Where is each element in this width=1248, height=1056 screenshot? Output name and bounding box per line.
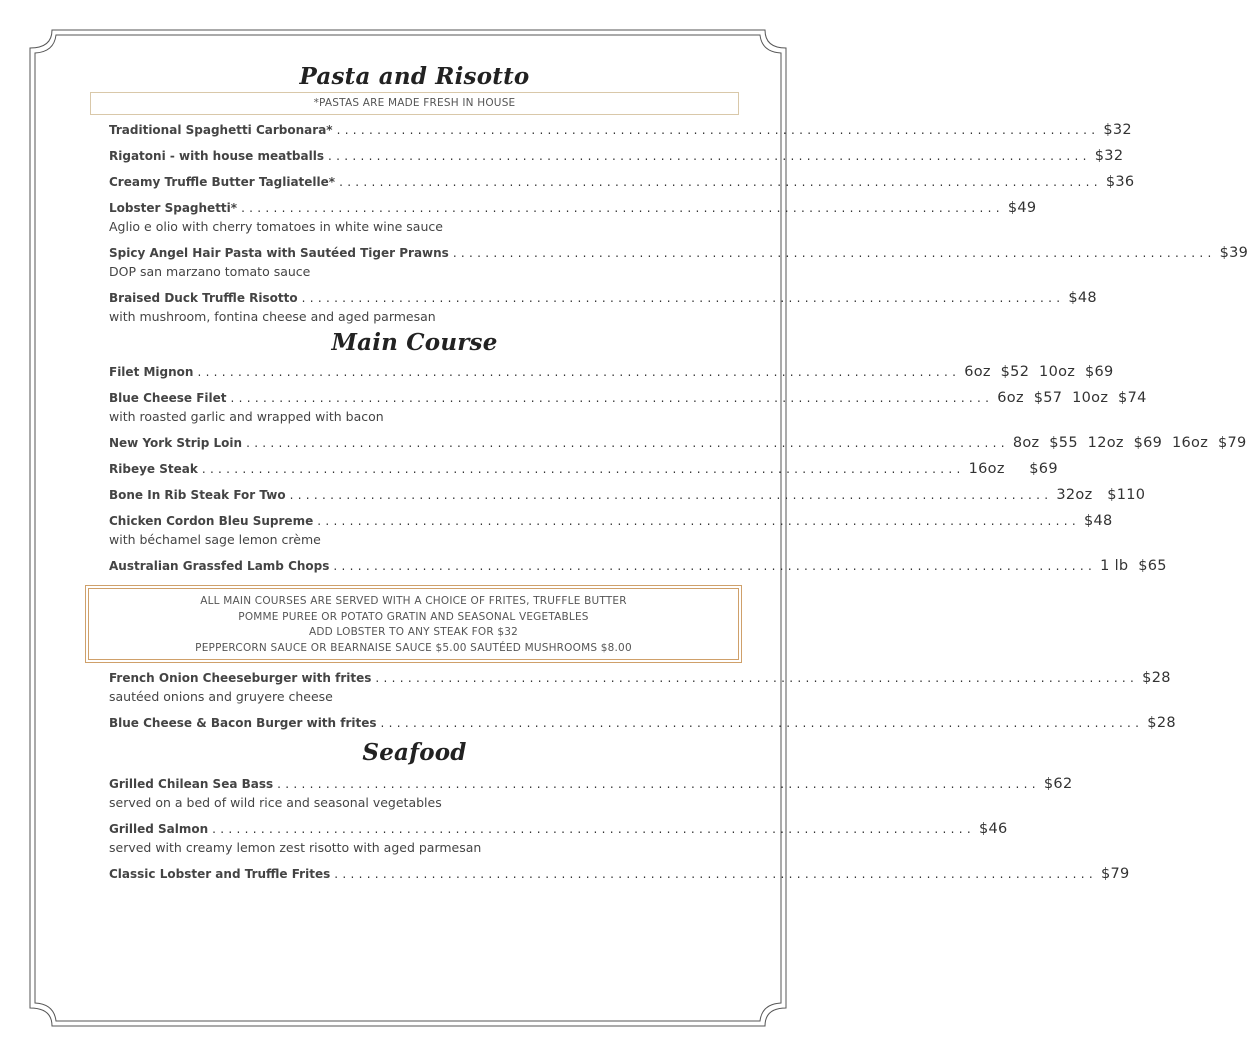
menu-item — [109, 122, 1132, 148]
seafood-list — [109, 776, 1130, 890]
menu-item — [109, 715, 1176, 738]
item-price: $48 — [1083, 513, 1113, 529]
menu-item — [109, 461, 1058, 487]
item-description: served with creamy lemon zest risotto with aged parmesan — [109, 840, 482, 855]
item-price: $28 — [1147, 715, 1176, 731]
item-price: $36 — [1105, 174, 1135, 190]
menu-item — [109, 558, 1167, 578]
menu-item — [109, 390, 1147, 435]
item-price: $46 — [978, 821, 1008, 837]
leader-dots: .............................................................................................. — [317, 514, 1080, 528]
leader-dots: .............................................................................................. — [328, 149, 1091, 163]
menu-item — [109, 290, 1097, 328]
item-name: Creamy Truffle Butter Tagliatelle* — [109, 175, 336, 189]
leader-dots: .............................................................................................. — [380, 716, 1144, 730]
burger-list — [109, 670, 1176, 738]
leader-dots: .............................................................................................. — [301, 291, 1065, 305]
item-name: Blue Cheese & Bacon Burger with frites — [109, 716, 377, 730]
item-price: 6oz $52 10oz $69 — [964, 364, 1114, 380]
leader-dots: .............................................................................................. — [452, 246, 1216, 260]
item-price: 8oz $55 12oz $69 16oz $79 — [1012, 435, 1247, 451]
item-name: Classic Lobster and Truffle Frites — [109, 867, 331, 881]
item-price: $79 — [1101, 866, 1130, 882]
item-description: sautéed onions and gruyere cheese — [109, 689, 333, 704]
leader-dots: .............................................................................................. — [246, 436, 1009, 450]
item-price: 1 lb $65 — [1100, 558, 1167, 574]
item-description: with béchamel sage lemon crème — [109, 532, 321, 547]
sides-note-line: ALL MAIN COURSES ARE SERVED WITH A CHOICE OF FRITES, TRUFFLE BUTTER — [200, 595, 627, 607]
item-name: Lobster Spaghetti* — [109, 201, 238, 215]
menu-item — [109, 364, 1114, 390]
item-price: 6oz $57 10oz $74 — [997, 390, 1147, 406]
menu-item — [109, 435, 1247, 461]
leader-dots: .............................................................................................. — [241, 201, 1004, 215]
menu-item — [109, 245, 1248, 290]
leader-dots: .............................................................................................. — [333, 559, 1097, 573]
leader-dots: .............................................................................................. — [289, 488, 1053, 502]
menu-item — [109, 776, 1073, 821]
sides-note-box — [88, 588, 739, 660]
item-price: $48 — [1068, 290, 1097, 306]
item-description: with mushroom, fontina cheese and aged parmesan — [109, 309, 436, 324]
item-name: Rigatoni - with house meatballs — [109, 149, 324, 163]
item-name: Australian Grassfed Lamb Chops — [109, 559, 330, 573]
menu-item — [109, 670, 1171, 715]
item-description: with roasted garlic and wrapped with bacon — [109, 409, 384, 424]
menu-item — [109, 487, 1146, 513]
item-price: 32oz $110 — [1056, 487, 1146, 503]
item-name: Grilled Salmon — [109, 822, 209, 836]
seafood-title: Seafood — [362, 739, 467, 766]
leader-dots: .............................................................................................. — [201, 462, 965, 476]
main-course-title: Main Course — [331, 329, 498, 356]
item-name: Traditional Spaghetti Carbonara* — [109, 123, 333, 137]
pasta-note: *PASTAS ARE MADE FRESH IN HOUSE — [90, 92, 739, 115]
leader-dots: .............................................................................................. — [277, 777, 1040, 791]
item-price: 16oz $69 — [968, 461, 1058, 477]
pasta-list — [109, 122, 1248, 328]
item-price: $39 — [1219, 245, 1248, 261]
item-description: Aglio e olio with cherry tomatoes in white wine sauce — [109, 219, 443, 234]
item-name: Ribeye Steak — [109, 462, 198, 476]
leader-dots: .............................................................................................. — [375, 671, 1139, 685]
menu-item — [109, 148, 1124, 174]
menu-content — [109, 62, 1248, 890]
item-name: Spicy Angel Hair Pasta with Sautéed Tiger Prawns — [109, 246, 449, 260]
item-price: $62 — [1043, 776, 1073, 792]
sides-note-line: ADD LOBSTER TO ANY STEAK FOR $32 — [308, 626, 519, 638]
item-name: French Onion Cheeseburger with frites — [109, 671, 372, 685]
item-name: Braised Duck Truffle Risotto — [109, 291, 298, 305]
item-name: Bone In Rib Steak For Two — [109, 488, 286, 502]
menu-item — [109, 200, 1037, 245]
item-description: served on a bed of wild rice and seasonal vegetables — [109, 795, 442, 810]
item-name: Filet Mignon — [109, 365, 194, 379]
pasta-title: Pasta and Risotto — [299, 63, 530, 90]
item-name: Blue Cheese Filet — [109, 391, 227, 405]
sides-note-line: POMME PUREE OR POTATO GRATIN AND SEASONAL VEGETABLES — [238, 610, 589, 623]
item-name: New York Strip Loin — [109, 436, 243, 450]
menu-item — [109, 513, 1113, 558]
leader-dots: .............................................................................................. — [339, 175, 1102, 189]
main-course-list — [109, 364, 1247, 578]
item-name: Grilled Chilean Sea Bass — [109, 777, 274, 791]
leader-dots: .............................................................................................. — [212, 822, 975, 836]
menu-item — [109, 821, 1008, 866]
item-price: $32 — [1094, 148, 1124, 164]
item-name: Chicken Cordon Bleu Supreme — [109, 514, 314, 528]
leader-dots: .............................................................................................. — [197, 365, 961, 379]
item-price: $28 — [1142, 670, 1171, 686]
menu-item — [109, 866, 1130, 890]
leader-dots: .............................................................................................. — [334, 867, 1097, 881]
leader-dots: .............................................................................................. — [230, 391, 994, 405]
item-description: DOP san marzano tomato sauce — [109, 264, 311, 279]
sides-note-line: PEPPERCORN SAUCE OR BEARNAISE SAUCE $5.00 SAUTÉED MUSHROOMS $8.00 — [195, 641, 632, 654]
menu-item — [109, 174, 1135, 200]
item-price: $32 — [1103, 122, 1132, 138]
leader-dots: .............................................................................................. — [336, 123, 1100, 137]
item-price: $49 — [1007, 200, 1037, 216]
